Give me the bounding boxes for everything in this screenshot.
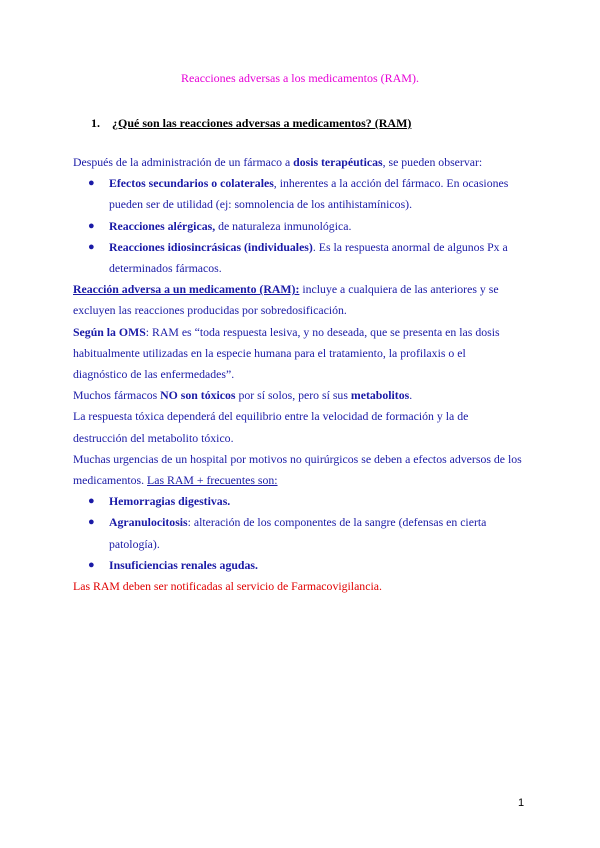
list-item xyxy=(73,237,523,279)
toxic-text-end: . xyxy=(409,388,413,403)
list-item-text: : alteración de los componentes de la sangre (defensas en cierta patología). xyxy=(109,515,487,551)
intro-text: Después de la administración de un fármaco a xyxy=(73,155,294,169)
toxic-paragraph xyxy=(73,385,523,406)
response-paragraph: La respuesta tóxica dependerá del equilibrio entre la velocidad de formación y la de destrucción del metabolito tóxico. xyxy=(73,409,469,445)
intro-text-end: , se pueden observar: xyxy=(382,155,483,169)
list-item-text: , inherentes a la acción del fármaco. En ocasiones pueden ser de utilidad (ej: somnolencia de los antihistamínicos). xyxy=(109,176,509,212)
oms-definition xyxy=(73,322,523,386)
intro-bold: dosis terapéuticas xyxy=(293,155,383,169)
section-number: 1. xyxy=(91,116,100,130)
bullet-icon: ● xyxy=(88,558,95,571)
document-title: Reacciones adversas a los medicamentos (RAM). xyxy=(181,71,419,85)
urgencias-underlined: Las RAM + frecuentes son: xyxy=(147,473,278,488)
list-item xyxy=(73,173,523,215)
toxic-bold: NO son tóxicos xyxy=(160,388,236,403)
urgencias-paragraph xyxy=(73,449,523,491)
list-item xyxy=(73,216,523,237)
oms-text: : RAM es “toda respuesta lesiva, y no deseada, que se presenta en las dosis habitualmente utilizadas en la especie humana para el tratamiento, la profilaxis o el diagnóstico de las enfermedades”. xyxy=(73,324,500,382)
bullet-icon: ● xyxy=(88,495,95,508)
list-item xyxy=(73,491,523,512)
bullet-icon: ● xyxy=(88,177,95,190)
list-item-bold: Insuficiencias renales agudas. xyxy=(109,557,258,572)
toxic-text-mid: por sí solos, pero sí sus xyxy=(235,388,351,403)
ram-definition-text: incluye a cualquiera de las anteriores y se excluyen las reacciones producidas por sobredosificación. xyxy=(73,282,499,318)
metabolitos-bold: metabolitos xyxy=(350,388,410,403)
list-item-bold: Agranulocitosis xyxy=(109,515,188,530)
reaction-types-list xyxy=(73,173,523,279)
list-item-bold: Efectos secundarios o colaterales xyxy=(109,176,274,191)
bullet-icon: ● xyxy=(88,516,95,529)
section-heading-text: ¿Qué son las reacciones adversas a medicamentos? (RAM) xyxy=(112,116,412,130)
list-item xyxy=(73,555,523,576)
list-item-bold: Reacciones alérgicas, xyxy=(109,218,216,233)
pharmacovigilance-note: Las RAM deben ser notificadas al servicio de Farmacovigilancia. xyxy=(73,579,382,594)
page-number: 1 xyxy=(518,797,525,809)
section-heading xyxy=(91,116,411,131)
ram-definition xyxy=(73,279,523,321)
ram-definition-label: Reacción adversa a un medicamento (RAM): xyxy=(73,282,300,297)
intro-paragraph xyxy=(73,152,523,173)
list-item-bold: Hemorragias digestivas. xyxy=(109,494,231,509)
bullet-icon: ● xyxy=(88,240,95,253)
list-item-text: de naturaleza inmunológica. xyxy=(215,218,352,233)
document-body xyxy=(73,152,523,597)
urgencias-text: Muchas urgencias de un hospital por motivos no quirúrgicos se deben a efectos adversos de los medicamentos. xyxy=(73,451,522,488)
toxic-text: Muchos fármacos xyxy=(73,388,161,403)
oms-label: Según la OMS xyxy=(73,324,146,339)
frequent-ram-list xyxy=(73,491,523,576)
list-item xyxy=(73,512,523,554)
bullet-icon: ● xyxy=(88,219,95,232)
list-item-bold: Reacciones idiosincrásicas (individuales) xyxy=(109,239,313,254)
list-item-text: . Es la respuesta anormal de algunos Px a determinados fármacos. xyxy=(109,239,508,276)
